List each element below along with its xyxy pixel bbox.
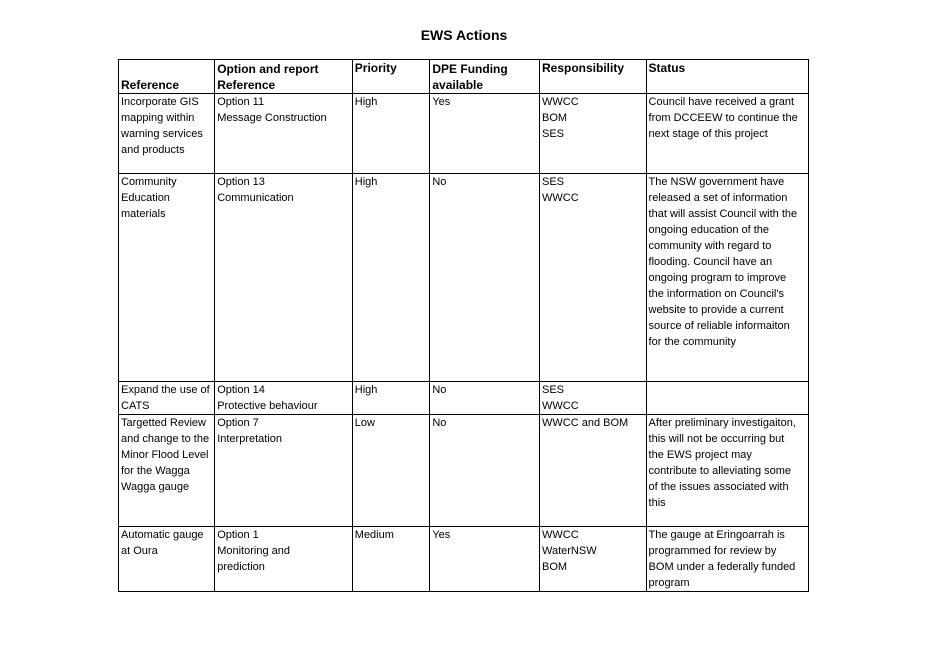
cell-funding: Yes — [430, 527, 540, 592]
cell-status — [646, 382, 808, 415]
cell-reference: Expand the use of CATS — [119, 382, 215, 415]
page-title: EWS Actions — [420, 27, 508, 43]
header-dpe-funding: DPE Funding available — [430, 60, 540, 94]
header-row — [119, 60, 809, 94]
cell-reference: Community Education materials — [119, 174, 215, 382]
cell-funding: No — [430, 382, 540, 415]
cell-reference: Targetted Review and change to the Minor Flood Level for the Wagga Wagga gauge — [119, 415, 215, 527]
header-priority: Priority — [352, 60, 430, 94]
header-responsibility: Responsibility — [540, 60, 647, 94]
table-row — [119, 527, 809, 592]
cell-option: Option 14 Protective behaviour — [215, 382, 353, 415]
table-row — [119, 94, 809, 174]
cell-reference: Automatic gauge at Oura — [119, 527, 215, 592]
cell-status: Council have received a grant from DCCEEW to continue the next stage of this project — [646, 94, 808, 174]
table-row — [119, 382, 809, 415]
header-status: Status — [646, 60, 808, 94]
cell-funding: Yes — [430, 94, 540, 174]
header-option: Option and report Reference — [215, 60, 353, 94]
cell-status: After preliminary investigaiton, this will not be occurring but the EWS project may contribute to alleviating some of the issues associated with this — [646, 415, 808, 527]
cell-funding: No — [430, 174, 540, 382]
cell-option: Option 7 Interpretation — [215, 415, 353, 527]
cell-responsibility: SES WWCC — [540, 382, 647, 415]
table-row — [119, 174, 809, 382]
cell-option: Option 13 Communication — [215, 174, 353, 382]
cell-priority: Low — [352, 415, 430, 527]
header-reference: Reference — [119, 60, 215, 94]
cell-option: Option 1 Monitoring and prediction — [215, 527, 353, 592]
cell-status: The NSW government have released a set of information that will assist Council with the ongoing education of the community with regard to flooding. Council have an ongoing program to improve the information on Council's website to provide a current source of reliable informaiton for the community — [646, 174, 808, 382]
cell-responsibility: SES WWCC — [540, 174, 647, 382]
cell-status: The gauge at Eringoarrah is programmed for review by BOM under a federally funded program — [646, 527, 808, 592]
cell-responsibility: WWCC BOM SES — [540, 94, 647, 174]
cell-option: Option 11 Message Construction — [215, 94, 353, 174]
cell-responsibility: WWCC WaterNSW BOM — [540, 527, 647, 592]
table-row — [119, 415, 809, 527]
cell-priority: High — [352, 382, 430, 415]
cell-priority: High — [352, 94, 430, 174]
cell-responsibility: WWCC and BOM — [540, 415, 647, 527]
cell-reference: Incorporate GIS mapping within warning services and products — [119, 94, 215, 174]
ews-actions-table — [118, 59, 809, 592]
cell-priority: High — [352, 174, 430, 382]
cell-funding: No — [430, 415, 540, 527]
cell-priority: Medium — [352, 527, 430, 592]
